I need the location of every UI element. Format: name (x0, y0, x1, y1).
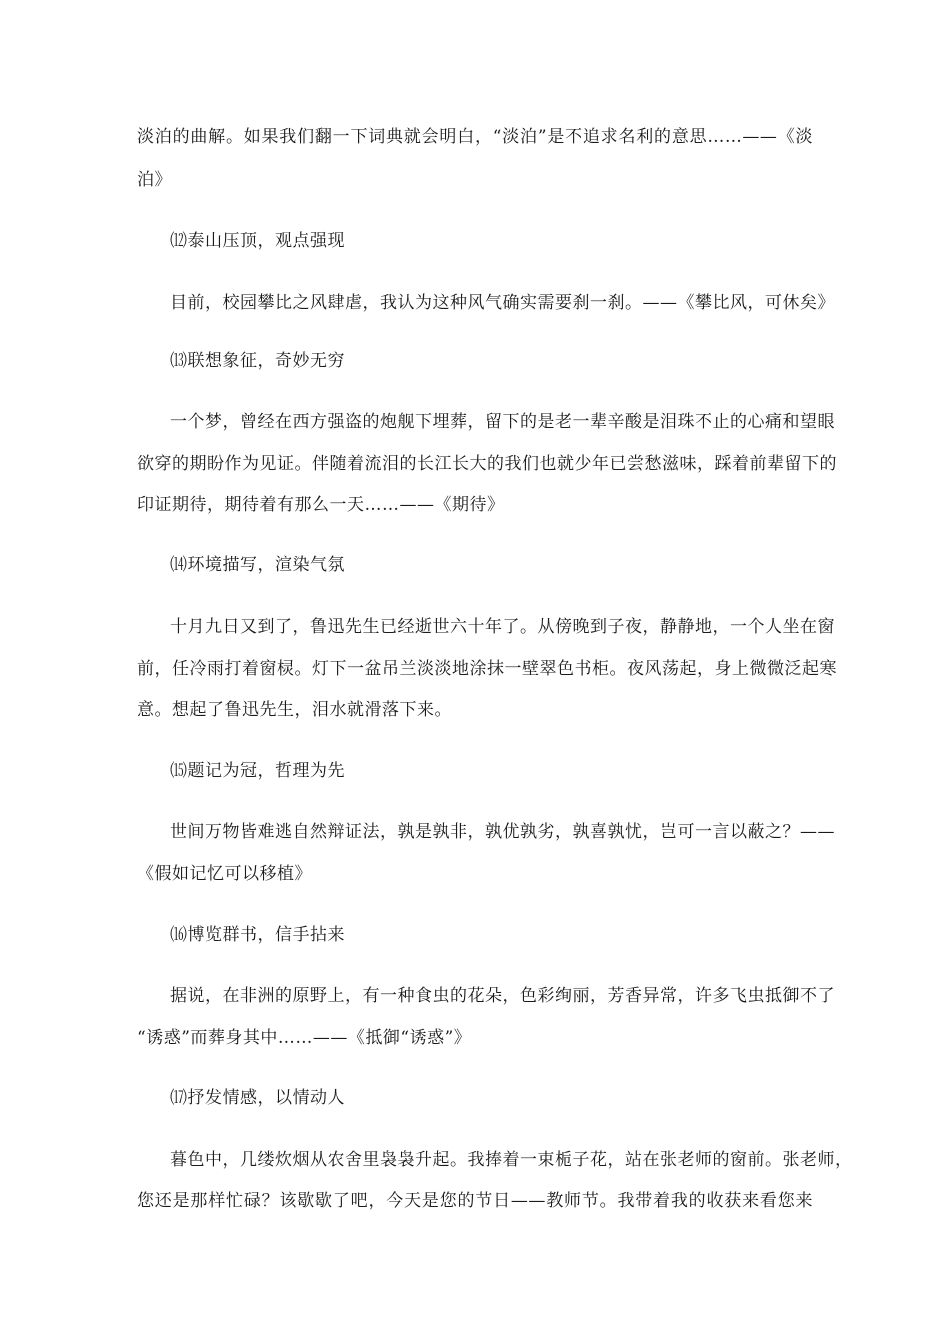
section-heading: ⒀联想象征，奇妙无穷 (170, 351, 345, 371)
text-line: 意。想起了鲁迅先生，泪水就滑落下来。 (137, 700, 452, 720)
text-line: 世间万物皆难逃自然辩证法，孰是孰非，孰优孰劣，孰喜孰忧，岂可一言以蔽之？—— (170, 822, 835, 842)
text-line: 十月九日又到了，鲁迅先生已经逝世六十年了。从傍晚到子夜，静静地，一个人坐在窗 (170, 617, 835, 637)
text-line: 欲穿的期盼作为见证。伴随着流泪的长江长大的我们也就少年已尝愁滋味，踩着前辈留下的 (137, 454, 837, 474)
text-line: 目前，校园攀比之风肆虐，我认为这种风气确实需要刹一刹。——《攀比风，可休矣》 (170, 293, 835, 313)
section-heading: ⒃博览群书，信手拈来 (170, 925, 345, 945)
text-line: “诱惑”而葬身其中……——《抵御“诱惑”》 (137, 1028, 472, 1048)
section-heading: ⒁环境描写，渲染气氛 (170, 555, 345, 575)
section-heading: ⒂题记为冠，哲理为先 (170, 761, 345, 781)
text-line: 暮色中，几缕炊烟从农舍里袅袅升起。我捧着一束栀子花，站在张老师的窗前。张老师， (170, 1150, 853, 1170)
text-line: 印证期待，期待着有那么一天……——《期待》 (137, 495, 505, 515)
text-line: 泊》 (137, 170, 172, 190)
text-line: 据说，在非洲的原野上，有一种食虫的花朵，色彩绚丽，芳香异常，许多飞虫抵御不了 (170, 986, 835, 1006)
text-line: 淡泊的曲解。如果我们翻一下词典就会明白，“淡泊”是不追求名利的意思……——《淡 (137, 127, 813, 147)
section-heading: ⑿泰山压顶，观点强现 (170, 231, 345, 251)
text-line: 前，任冷雨打着窗棂。灯下一盆吊兰淡淡地涂抹一壁翠色书柜。夜风荡起，身上微微泛起寒 (137, 659, 837, 679)
text-line: 您还是那样忙碌？该歇歇了吧，今天是您的节日——教师节。我带着我的收获来看您来 (137, 1191, 813, 1211)
section-heading: ⒄抒发情感，以情动人 (170, 1088, 345, 1108)
text-line: 一个梦，曾经在西方强盗的炮舰下埋葬，留下的是老一辈辛酸是泪珠不止的心痛和望眼 (170, 412, 835, 432)
text-line: 《假如记忆可以移植》 (137, 864, 312, 884)
